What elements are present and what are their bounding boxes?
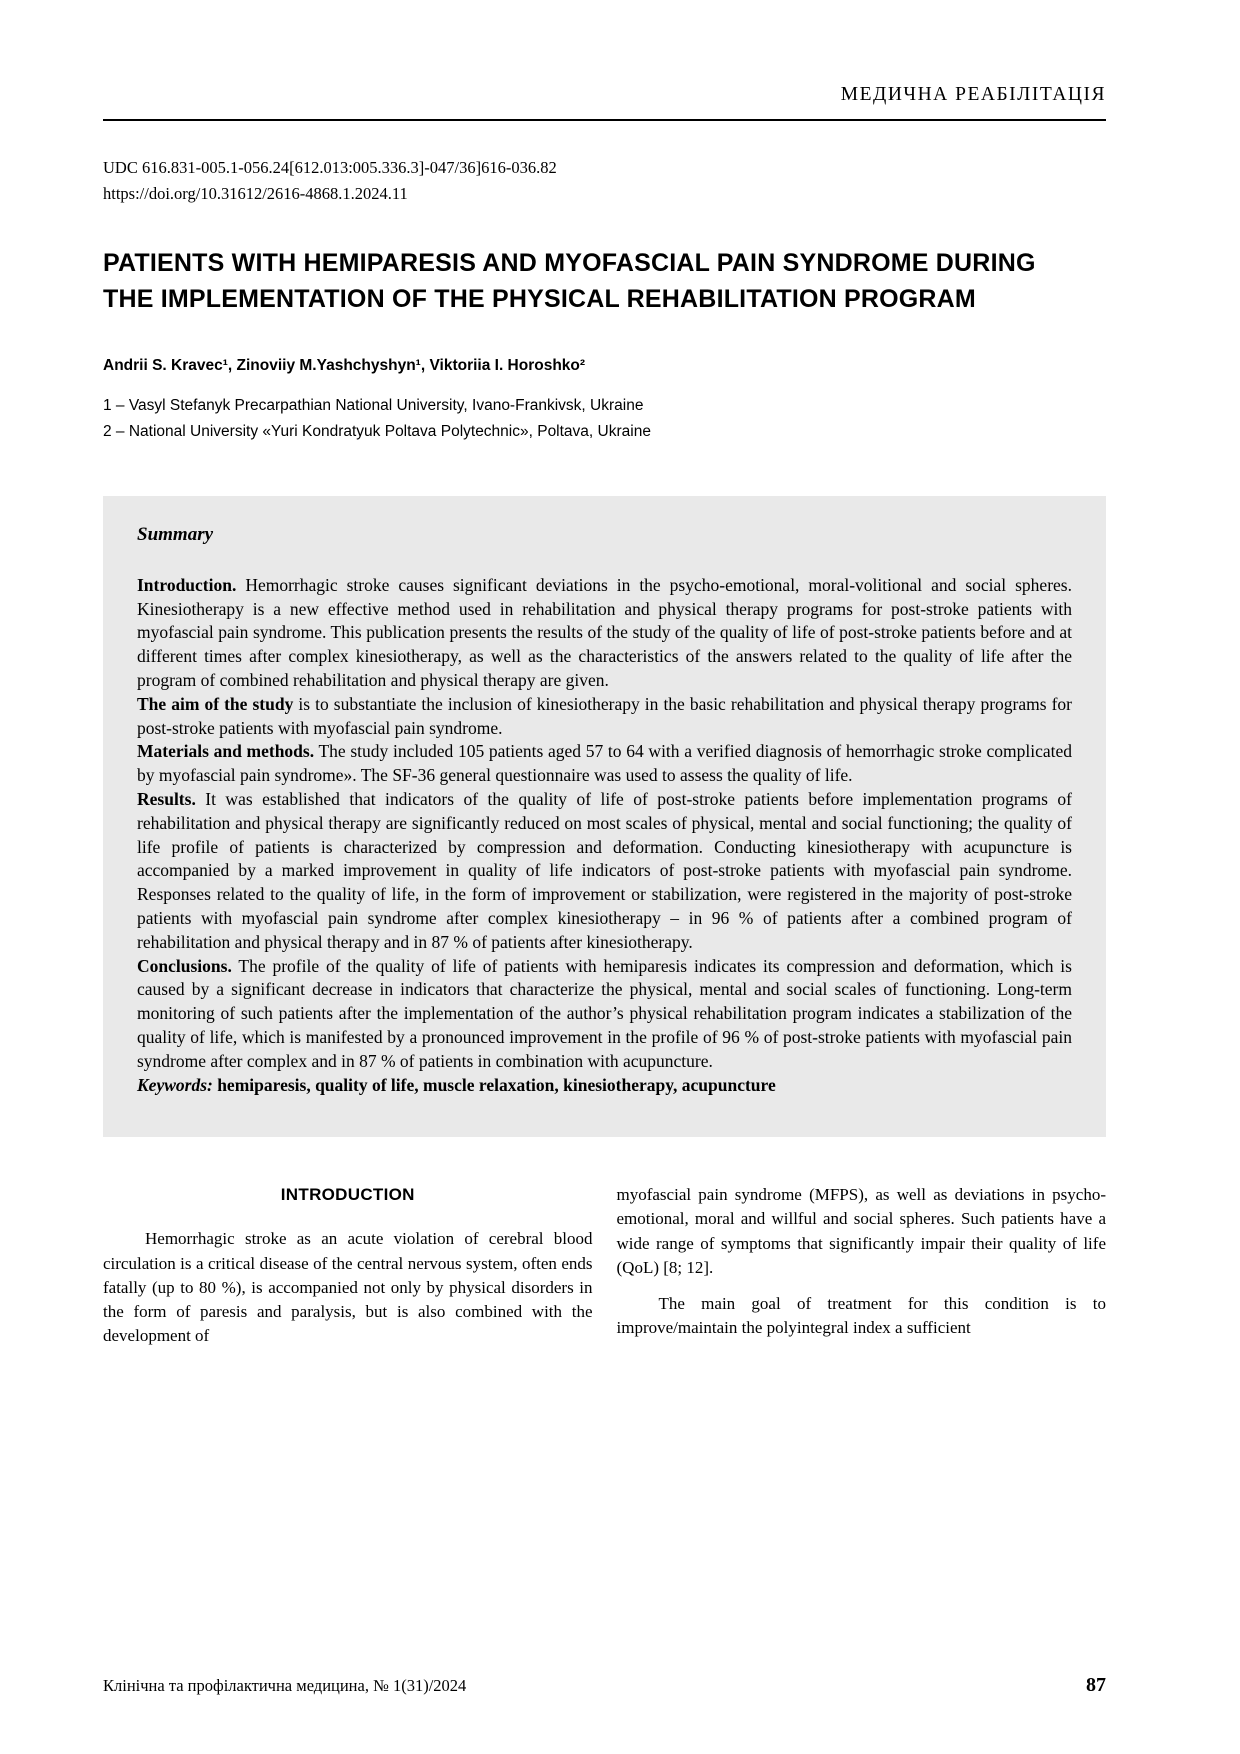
journal-section-title: МЕДИЧНА РЕАБІЛІТАЦІЯ [840, 84, 1106, 105]
summary-materials-label: Materials and methods. [137, 741, 315, 762]
keywords-line [137, 1074, 1072, 1098]
summary-introduction-label: Introduction. [137, 574, 237, 595]
summary-body [137, 574, 1072, 1098]
summary-introduction [137, 574, 1072, 693]
summary-aim-text: is to substantiate the inclusion of kinesiotherapy in the basic rehabilitation and physical therapy programs for post-stroke patients with myofascial pain syndrome. [137, 693, 1072, 738]
page-footer [103, 1674, 1106, 1697]
summary-box [103, 496, 1106, 1138]
summary-conclusions-text: The profile of the quality of life of patients with hemiparesis indicates its compression and deformation, which is caused by a significant decrease in indicators that characterize the physical, mental and social scales of functioning. Long-term monitoring of such patients after the implementation of the author’s physical rehabilitation program indicates a stabilization of the quality of life, which is manifested by a pronounced improvement in the profile of 96 % of post-stroke patients with myofascial pain syndrome after complex and in 87 % of patients in combination with acupuncture. [137, 955, 1072, 1071]
summary-introduction-text: Hemorrhagic stroke causes significant deviations in the psycho-emotional, moral-volitional and social spheres. Kinesiotherapy is a new effective method used in rehabilitation and physical therapy programs for post-stroke patients with myofascial pain syndrome. This publication presents the results of the study of the quality of life of post-stroke patients before and at different times after complex kinesiotherapy, as well as the characteristics of the answers related to the quality of life after the program of combined rehabilitation and physical therapy are given. [137, 574, 1072, 690]
article-meta [103, 155, 1106, 206]
right-column-paragraph-2: The main goal of treatment for this condition is to improve/maintain the polyintegral index a sufficient [616, 1293, 1106, 1337]
right-column-paragraph-1: myofascial pain syndrome (MFPS), as well as deviations in psycho-emotional, moral and willful and social spheres. Such patients have a wide range of symptoms that significantly impair their quality of life (QoL) [8; 12]. [616, 1185, 1106, 1277]
header-rule [103, 119, 1106, 121]
udc-code: UDC 616.831-005.1-056.24[612.013:005.336.3]-047/36]616-036.82 [103, 158, 557, 177]
left-column [103, 1183, 593, 1348]
page-number: 87 [1086, 1674, 1106, 1696]
authors-line: Andrii S. Kravec¹, Zinoviiy M.Yashchyshyn¹, Viktoriia I. Horoshko² [103, 357, 586, 375]
keywords-label: Keywords: [137, 1074, 213, 1095]
introduction-heading: INTRODUCTION [280, 1185, 415, 1205]
left-column-paragraph: Hemorrhagic stroke as an acute violation of cerebral blood circulation is a critical disease of the central nervous system, often ends fatally (up to 80 %), is accompanied not only by physical disorders in the form of paresis and paralysis, but is also combined with the development of [103, 1229, 593, 1345]
running-head [103, 84, 1106, 121]
body-columns [103, 1183, 1106, 1348]
summary-aim-label: The aim of the study [137, 693, 294, 714]
summary-results-label: Results. [137, 788, 196, 809]
summary-aim [137, 693, 1072, 741]
right-column [617, 1183, 1107, 1348]
keywords-text: hemiparesis, quality of life, muscle relaxation, kinesiotherapy, acupuncture [212, 1074, 776, 1095]
affiliation-2: 2 – National University «Yuri Kondratyuk Poltava Polytechnic», Poltava, Ukraine [103, 423, 651, 441]
summary-materials [137, 740, 1072, 788]
footer-journal-info: Клінічна та профілактична медицина, № 1(31)/2024 [103, 1676, 467, 1695]
summary-materials-text: The study included 105 patients aged 57 to 64 with a verified diagnosis of hemorrhagic stroke complicated by myofascial pain syndrome». The SF-36 general questionnaire was used to assess the quality of life. [137, 741, 1072, 786]
summary-results-text: It was established that indicators of the quality of life of post-stroke patients before implementation programs of rehabilitation and physical therapy are significantly reduced on most scales of physical, mental and social functioning; the quality of life profile of patients is characterized by compression and deformation. Conducting kinesiotherapy with acupuncture is accompanied by a marked improvement in quality of life indicators of post-stroke patients with myofascial pain syndrome. Responses related to the quality of life, in the form of improvement or stabilization, were registered in the majority of post-stroke patients with myofascial pain syndrome after complex kinesiotherapy – in 96 % of patients after a combined program of rehabilitation and physical therapy and in 87 % of patients after kinesiotherapy. [137, 788, 1072, 952]
summary-conclusions [137, 955, 1072, 1074]
affiliation-1: 1 – Vasyl Stefanyk Precarpathian National University, Ivano-Frankivsk, Ukraine [103, 397, 644, 415]
summary-conclusions-label: Conclusions. [137, 955, 232, 976]
article-title: PATIENTS WITH HEMIPARESIS AND MYOFASCIAL PAIN SYNDROME DURING THE IMPLEMENTATION OF THE PHYSICAL REHABILITATION PROGRAM [103, 249, 1036, 313]
summary-heading: Summary [137, 523, 214, 545]
doi-link: https://doi.org/10.31612/2616-4868.1.2024.11 [103, 183, 408, 203]
summary-results [137, 788, 1072, 955]
affiliations [103, 393, 1106, 446]
